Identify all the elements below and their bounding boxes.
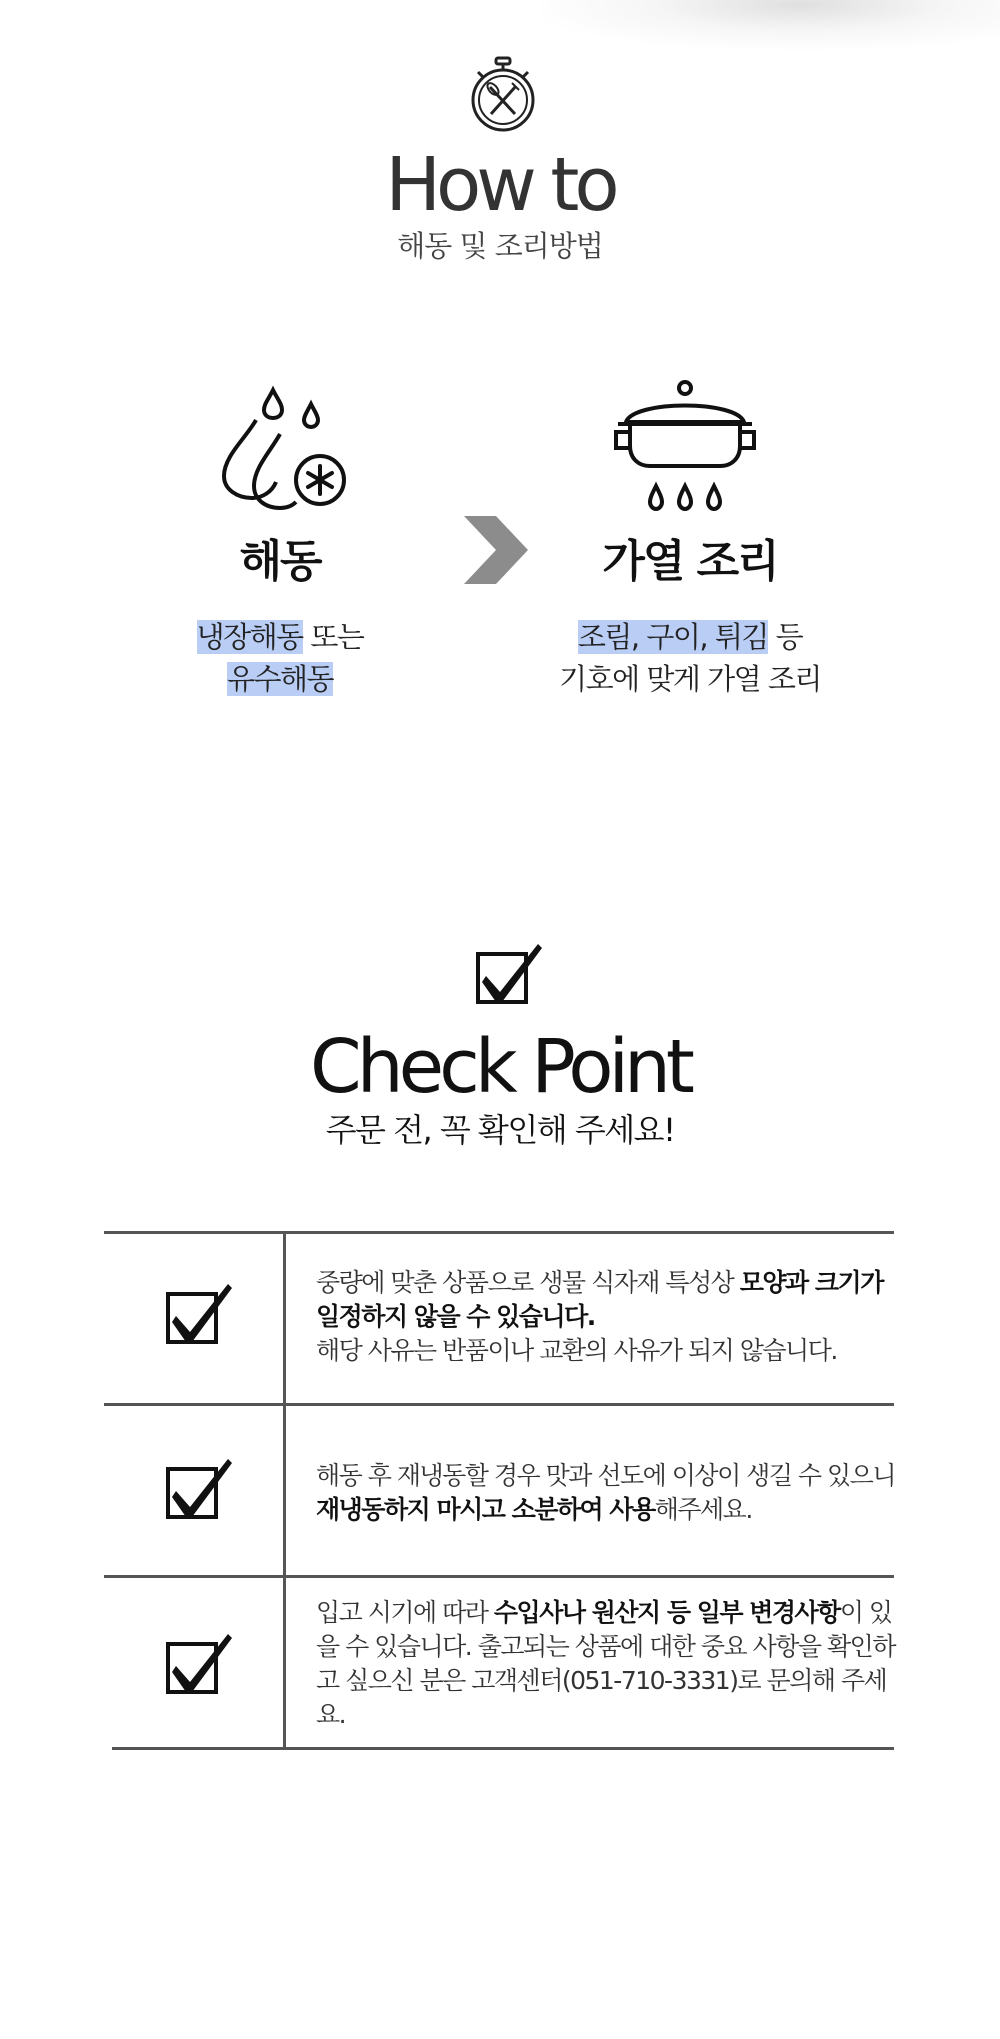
step-thaw-title: 해동 [239,536,321,587]
step-cook-desc-rest: 등 [767,620,803,654]
cooking-pot-icon [612,378,758,514]
checkpoint-title: Check Point [310,1024,690,1110]
howto-subtitle: 해동 및 조리방법 [397,229,603,263]
check-row-2-text-2: 해주세요. [654,1495,752,1524]
checkbox-icon [164,1455,236,1523]
step-thaw-desc-rest: 또는 [302,620,364,654]
checkbox-icon [474,940,546,1008]
howto-title: How to [385,142,615,228]
table-bottom-line [112,1747,894,1750]
check-row-3-text-2: 이 있을 수 있습니다. 출고되는 상품에 대한 중요 사항을 확인하고 싶으신 분은 고객센터(051-710-3331)로 문의해 주세요. [316,1598,895,1729]
step-thaw-desc [130,616,430,700]
check-row-2-text: 해동 후 재냉동할 경우 맛과 선도에 이상이 생길 수 있으니 [316,1461,895,1490]
table-top-line [104,1231,894,1234]
check-row-1-bold: 모양과 크기가 일정하지 않을 수 있습니다. [316,1268,883,1331]
table-row-divider [104,1575,894,1578]
step-cook-desc-line2: 기호에 맞게 가열 조리 [559,662,821,696]
arrow-right-icon [462,514,530,586]
top-blur-decoration [540,0,1000,50]
step-cook-title: 가열 조리 [602,536,778,587]
checkbox-icon [164,1630,236,1698]
step-thaw-highlight-2: 유수해동 [226,662,334,696]
check-row-1-text-2: 해당 사유는 반품이나 교환의 사유가 되지 않습니다. [316,1336,837,1365]
stopwatch-cutlery-icon [468,56,538,134]
checkbox-icon [164,1280,236,1348]
step-cook-desc [520,616,860,700]
checkpoint-subtitle: 주문 전, 꼭 확인해 주세요! [325,1111,675,1149]
check-row-3-text: 입고 시기에 따라 [316,1598,494,1627]
table-column-divider [283,1231,286,1750]
table-row-divider [104,1403,894,1406]
check-row-1-text: 중량에 맞춘 상품으로 생물 식자재 특성상 [316,1268,740,1297]
check-row-text [316,1459,896,1527]
thaw-drops-icon [218,382,348,512]
step-cook-highlight: 조림, 구이, 튀김 [577,620,768,654]
check-row-text [316,1266,896,1368]
check-row-2-bold: 재냉동하지 마시고 소분하여 사용 [316,1495,655,1524]
step-thaw-highlight-1: 냉장해동 [196,620,303,654]
check-row-text [316,1596,896,1732]
check-row-3-bold: 수입사나 원산지 등 일부 변경사항 [493,1598,840,1627]
